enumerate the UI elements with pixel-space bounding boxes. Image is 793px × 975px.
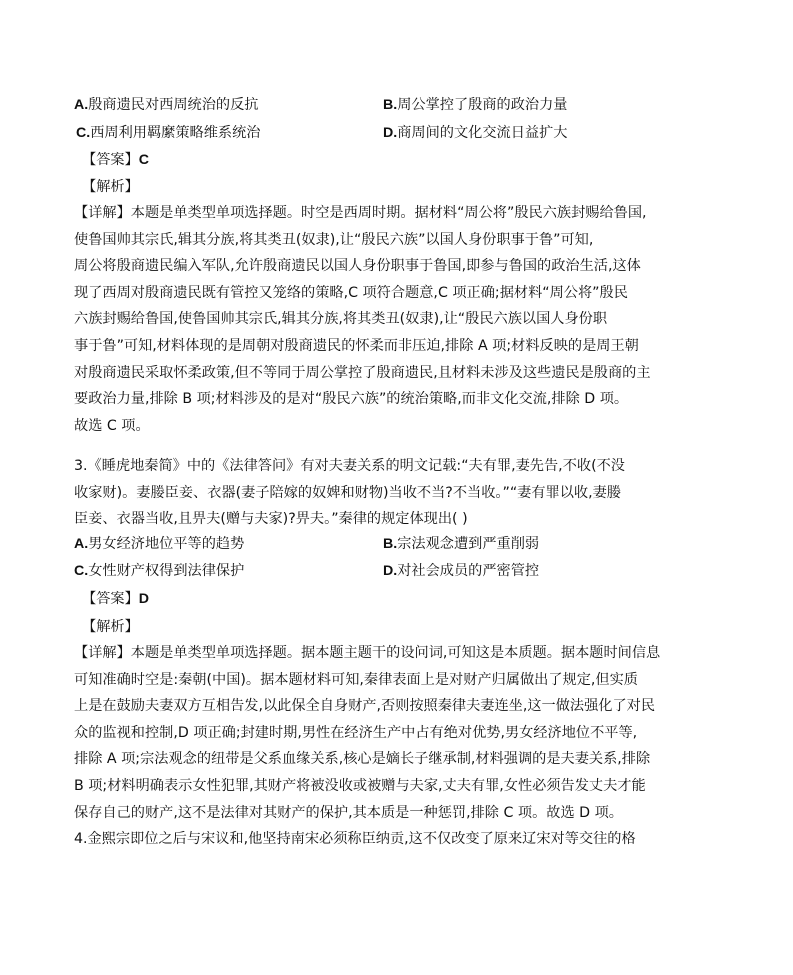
option-letter: B.	[383, 97, 398, 113]
option-letter: A.	[74, 97, 89, 113]
q3-option-d	[383, 562, 539, 580]
q2-option-b	[383, 96, 567, 114]
option-letter: D.	[383, 563, 398, 579]
q4-stem	[74, 826, 679, 853]
option-text: 殷商遗民对西周统治的反抗	[88, 97, 259, 113]
detail-line: 周公将殷商遗民编入军队,允许殷商遗民以国人身份职事于鲁国,即参与鲁国的政治生活,这体	[74, 258, 641, 275]
detail-line: 现了西周对殷商遗民既有管控又笼络的策略,C 项符合题意,C 项正确;据材料“周公将”殷民	[74, 284, 628, 301]
detail-line: 要政治力量,排除 B 项;材料涉及的是对“殷民六族”的统治策略,而非文化交流,排除 D 项。	[74, 391, 629, 408]
stem-line: 收家财)。妻媵臣妾、衣器(妻子陪嫁的奴婢和财物)当收不当?不当收。”“妻有罪以收,妻媵	[74, 484, 621, 501]
stem-line: 臣妾、衣器当收,且畀夫(赠与夫家)?畀夫。”秦律的规定体现出( )	[74, 511, 468, 528]
detail-line: 六族封赐给鲁国,使鲁国帅其宗氏,辑其分族,将其类丑(奴隶),让“殷民六族以国人身份职	[74, 311, 608, 328]
q2-analysis-label: 【解析】	[82, 179, 139, 195]
detail-line: 【详解】本题是单类型单项选择题。据本题主题干的设问词,可知这是本质题。据本题时间信息	[74, 645, 661, 661]
option-letter: B.	[383, 536, 398, 552]
stem-line: 3.《睡虎地秦简》中的《法律答问》有对夫妻关系的明文记载:“夫有罪,妻先告,不收(不没	[74, 458, 625, 474]
option-text: 商周间的文化交流日益扩大	[397, 125, 568, 141]
q3-option-b	[383, 535, 539, 553]
detail-line: 排除 A 项;宗法观念的纽带是父系血缘关系,核心是嫡长子继承制,材料强调的是夫妻关系,排除	[74, 751, 651, 768]
q3-analysis-label: 【解析】	[82, 619, 139, 635]
option-text: 对社会成员的严密管控	[397, 563, 540, 579]
detail-line: 可知准确时空是:秦朝(中国)。据本题材料可知,秦律表面上是对财产归属做出了规定,但实质	[74, 671, 638, 688]
option-text: 西周利用羁縻策略维系统治	[90, 125, 261, 141]
q3-stem	[74, 453, 679, 533]
detail-line: 事于鲁”可知,材料体现的是周朝对殷商遗民的怀柔而非压迫,排除 A 项;材料反映的是周王朝	[74, 337, 639, 354]
detail-line: B 项;材料明确表示女性犯罪,其财产将被没收或被赠与夫家,丈夫有罪,女性必须告发丈夫才能	[74, 777, 646, 794]
detail-line: 故选 C 项。	[74, 417, 150, 434]
option-letter: C.	[76, 125, 91, 141]
q2-detail	[74, 200, 679, 439]
answer-label: 【答案】	[82, 152, 139, 168]
option-text: 女性财产权得到法律保护	[88, 563, 245, 579]
q2-option-d	[383, 124, 567, 142]
q3-option-c	[74, 562, 244, 580]
q3-option-a	[74, 535, 244, 553]
option-text: 周公掌控了殷商的政治力量	[397, 97, 568, 113]
option-letter: C.	[74, 563, 89, 579]
q3-answer	[82, 590, 149, 608]
option-letter: A.	[74, 536, 89, 552]
detail-line: 上是在鼓励夫妻双方互相告发,以此保全自身财产,否则按照秦律夫妻连坐,这一做法强化了对民	[74, 698, 656, 715]
detail-line: 使鲁国帅其宗氏,辑其分族,将其类丑(奴隶),让“殷民六族”以国人身份职事于鲁”可知,	[74, 231, 594, 248]
stem-line: 4.金熙宗即位之后与宋议和,他坚持南宋必须称臣纳贡,这不仅改变了原来辽宋对等交往的格	[74, 831, 636, 847]
option-text: 男女经济地位平等的趋势	[88, 536, 245, 552]
q2-answer	[82, 151, 149, 169]
detail-line: 保存自己的财产,这不是法律对其财产的保护,其本质是一种惩罚,排除 C 项。故选 D 项。	[74, 804, 623, 821]
option-text: 宗法观念遭到严重削弱	[397, 536, 540, 552]
q2-option-a	[74, 96, 258, 114]
answer-value: C	[138, 152, 150, 168]
detail-line: 众的监视和控制,D 项正确;封建时期,男性在经济生产中占有绝对优势,男女经济地位不平等,	[74, 724, 638, 741]
detail-line: 对殷商遗民采取怀柔政策,但不等同于周公掌控了殷商遗民,且材料未涉及这些遗民是殷商的主	[74, 364, 651, 381]
q3-detail	[74, 640, 679, 826]
option-letter: D.	[383, 125, 398, 141]
answer-value: D	[138, 591, 150, 607]
answer-label: 【答案】	[82, 591, 139, 607]
q2-option-c	[76, 124, 260, 142]
detail-line: 【详解】本题是单类型单项选择题。时空是西周时期。据材料“周公将”殷民六族封赐给鲁国,	[74, 205, 647, 221]
